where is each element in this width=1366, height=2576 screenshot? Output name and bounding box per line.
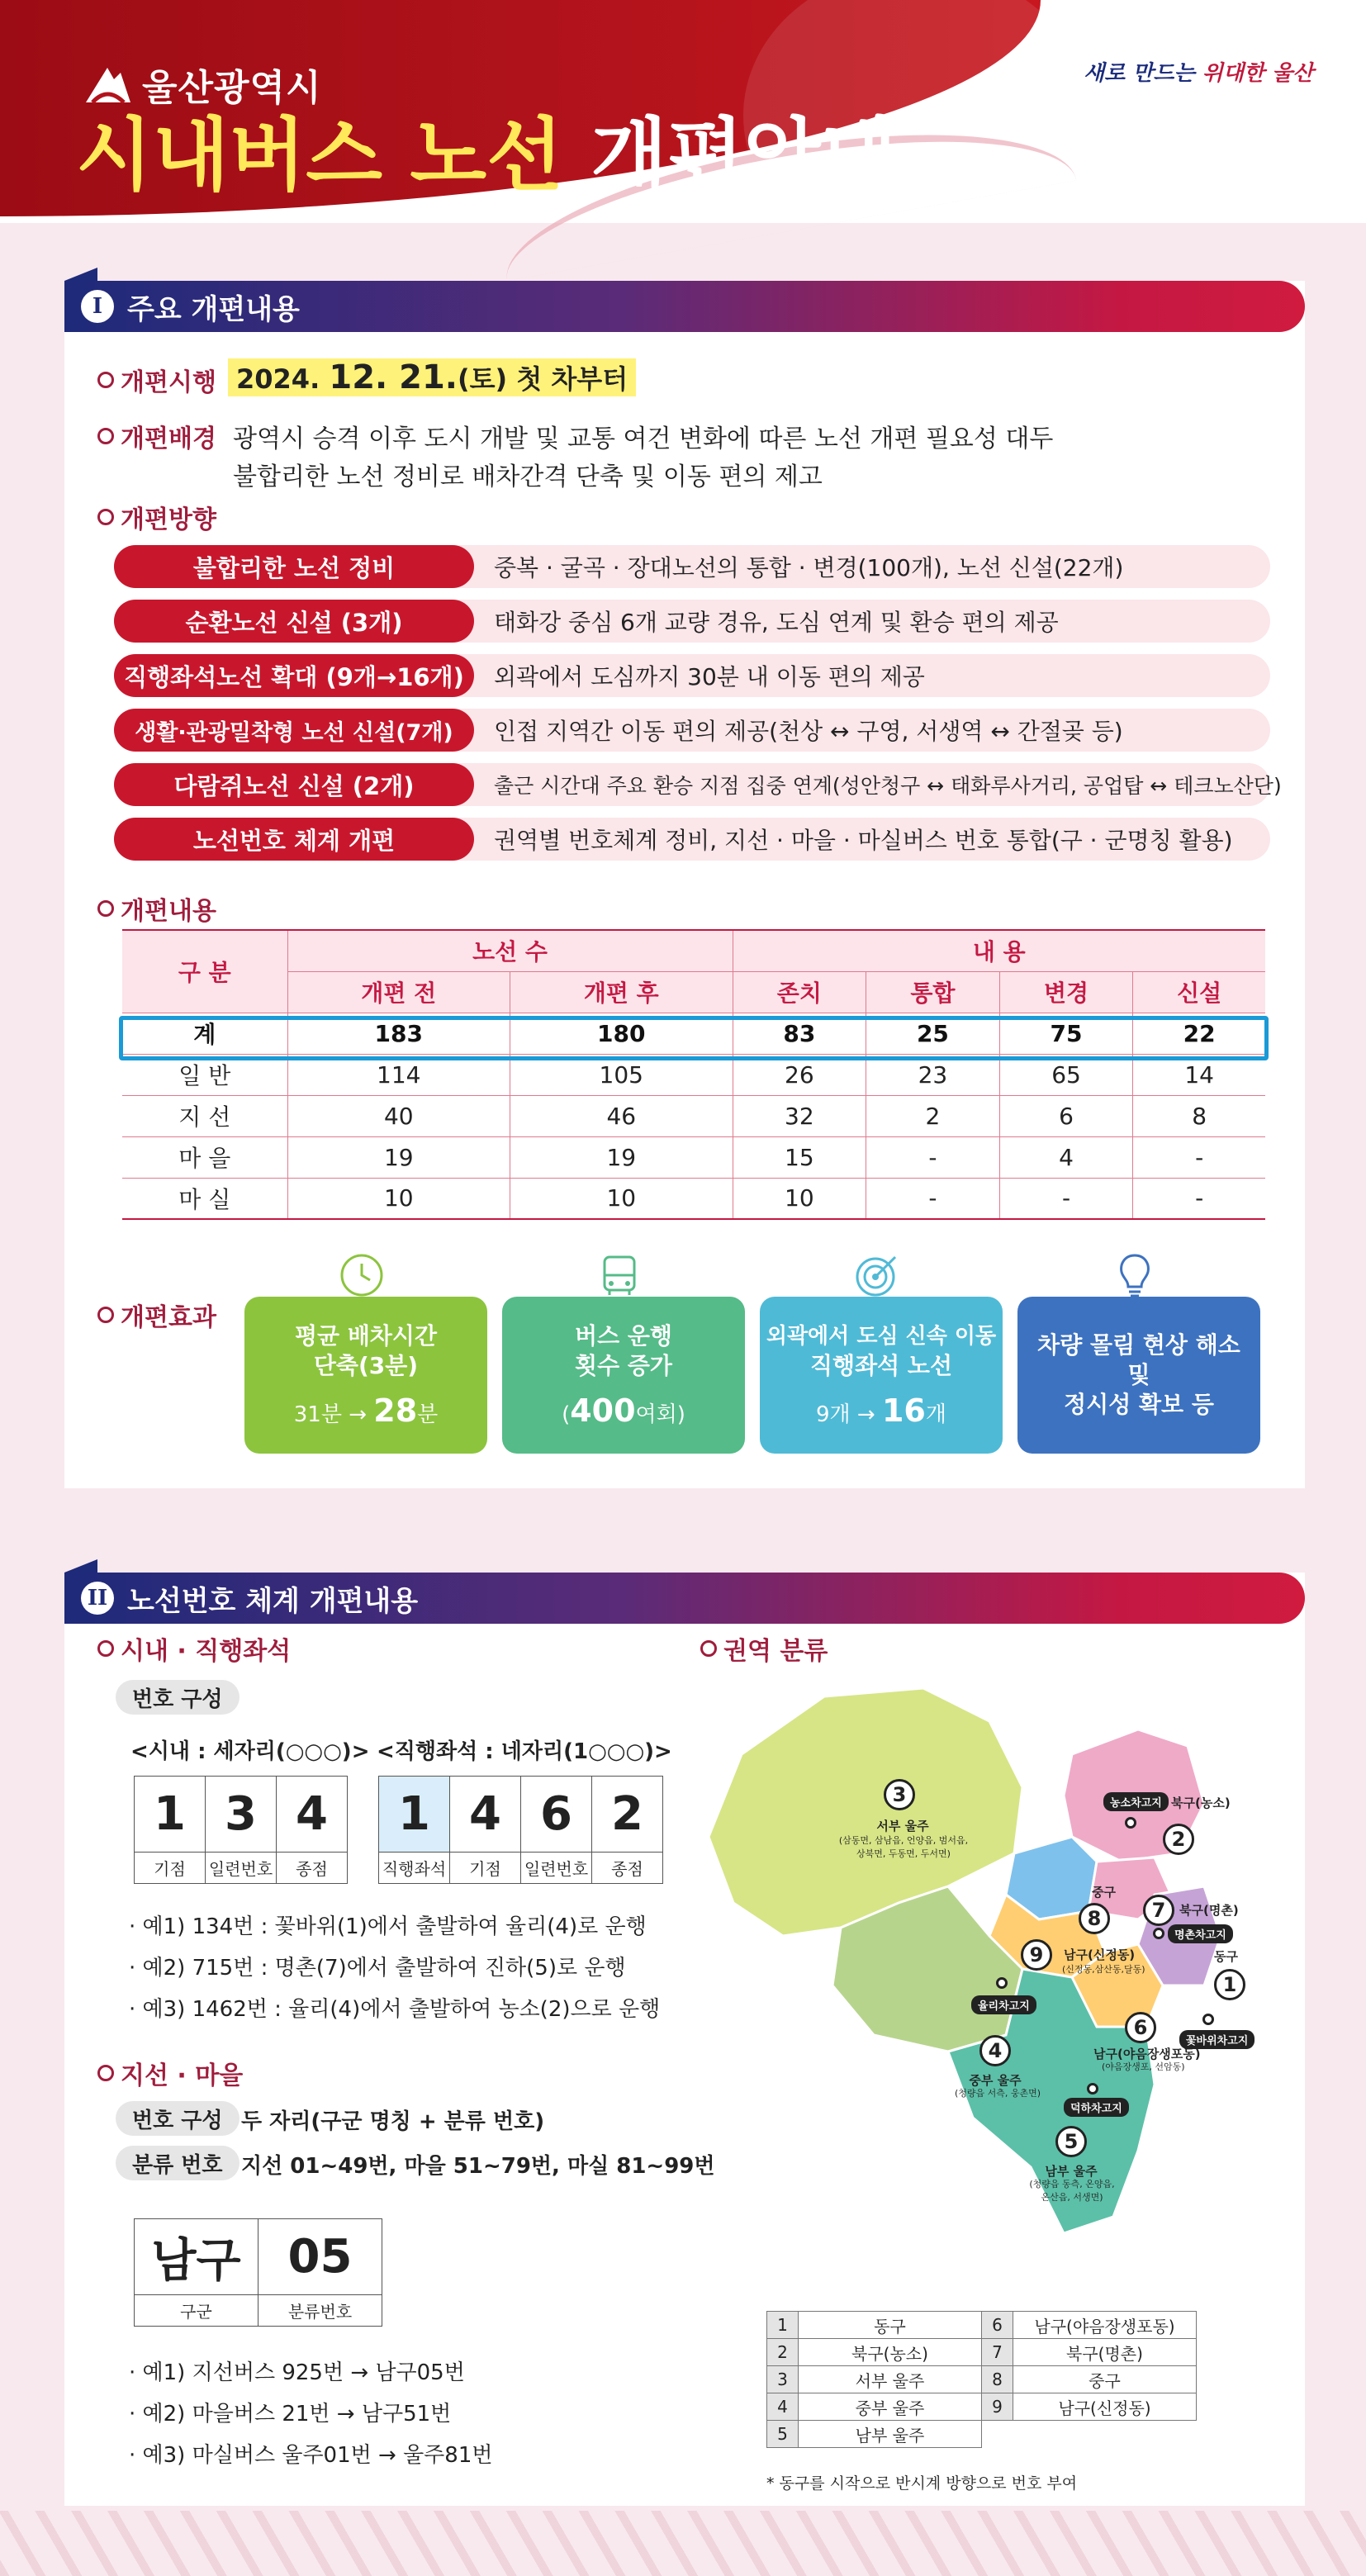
digit-label: 종점 xyxy=(592,1853,663,1884)
table-cell: 83 xyxy=(733,1013,866,1054)
depot-marker xyxy=(1125,1817,1136,1829)
direction-row xyxy=(114,818,1270,861)
effect-line: 단축(3분) xyxy=(313,1352,419,1379)
effect-value-pre: ( xyxy=(562,1402,571,1427)
effect-card xyxy=(1017,1297,1260,1454)
effect-value xyxy=(294,1392,439,1429)
slogan-part-a: 새로 만드는 xyxy=(1084,61,1195,86)
table-subheader: 변경 xyxy=(999,971,1133,1013)
effect-card xyxy=(502,1297,745,1454)
digit: 4 xyxy=(450,1777,521,1853)
region-name: 동구 xyxy=(799,2312,982,2339)
example-line: · 예1) 지선버스 925번 → 남구05번 xyxy=(129,2360,465,2385)
map-label: 동구 xyxy=(1214,1949,1238,1964)
table-cell: 19 xyxy=(287,1136,510,1178)
table-cell: - xyxy=(866,1136,1000,1178)
table-subheader: 통합 xyxy=(866,971,1000,1013)
section-number-system xyxy=(64,1573,1305,2506)
map-label: 남부 울주 xyxy=(1045,2164,1098,2179)
region-num: 1 xyxy=(767,2312,799,2339)
city-name: 울산광역시 xyxy=(142,67,322,109)
region-name: 중부 울주 xyxy=(799,2393,982,2421)
region-num: 8 xyxy=(982,2366,1013,2393)
changes-table xyxy=(122,929,1265,1220)
branch-box-label: 구군 xyxy=(135,2295,258,2327)
depot-marker xyxy=(1087,2083,1098,2094)
section-number: I xyxy=(81,290,114,323)
date-post: (토) 첫 차부터 xyxy=(458,363,628,395)
map-label: 서부 울주 xyxy=(876,1819,929,1834)
digit-label: 종점 xyxy=(277,1853,348,1884)
map-sublabel: (청량읍 동측, 온양읍, xyxy=(1029,2179,1115,2189)
region-num: 2 xyxy=(767,2339,799,2366)
table-cell: 2 xyxy=(866,1095,1000,1136)
direction-desc: 권역별 번호체계 정비, 지선 · 마을 · 마실버스 번호 통합(구 · 군명칭 활용) xyxy=(494,827,1233,854)
region-name: 남구(야음장생포동) xyxy=(1013,2312,1197,2339)
digit-label: 일련번호 xyxy=(521,1853,592,1884)
example-line: · 예2) 마을버스 21번 → 남구51번 xyxy=(129,2402,452,2427)
map-label: 북구(명촌) xyxy=(1179,1903,1239,1918)
effect-line: 및 xyxy=(1127,1361,1150,1388)
direction-desc: 태화강 중심 6개 교량 경유, 도심 연계 및 환승 편의 제공 xyxy=(494,609,1059,636)
table-row xyxy=(122,1136,1265,1178)
header xyxy=(0,0,1366,223)
depot-tag: 꽃바위차고지 xyxy=(1179,2030,1255,2049)
branch-example-box xyxy=(134,2218,382,2327)
express-digit-grid xyxy=(378,1776,663,1884)
label-region: 권역 분류 xyxy=(700,1630,828,1667)
table-cell: 6 xyxy=(999,1095,1133,1136)
example-line: · 예1) 134번 : 꽃바위(1)에서 출발하여 율리(4)로 운행 xyxy=(129,1914,647,1939)
table-cell: - xyxy=(866,1178,1000,1219)
region-map xyxy=(676,1655,1303,2316)
label-branch-village: 지선 · 마을 xyxy=(97,2055,243,2091)
table-cell: 지 선 xyxy=(122,1095,287,1136)
map-sublabel: (청량읍 서측, 웅촌면) xyxy=(954,2088,1041,2099)
region-name: 남구(신정동) xyxy=(1013,2393,1197,2421)
depot-marker xyxy=(1153,1928,1164,1939)
table-cell: 15 xyxy=(733,1136,866,1178)
digit-label: 기점 xyxy=(135,1853,206,1884)
region-marker-5: 5 xyxy=(1055,2126,1087,2157)
branch-box-value: 남구 xyxy=(135,2219,258,2295)
table-cell: - xyxy=(1133,1178,1265,1219)
section-main-changes xyxy=(64,281,1305,1488)
direction-pill: 노선번호 체계 개편 xyxy=(114,818,474,861)
city-format-heading: <시내 : 세자리(○○○)> xyxy=(130,1739,370,1764)
table-row-total xyxy=(122,1013,1265,1054)
table-header-routes: 노선 수 xyxy=(287,930,733,971)
direction-desc: 출근 시간대 주요 환승 지점 집중 연계(성안청구 ↔ 태화루사거리, 공업탑 ↔ 테크노산단) xyxy=(494,774,1282,798)
depot-marker xyxy=(1202,2014,1214,2025)
effect-value-post: 개 xyxy=(925,1402,946,1427)
digit-label: 일련번호 xyxy=(206,1853,277,1884)
effect-line: 차량 몰림 현상 해소 xyxy=(1037,1331,1240,1359)
date-pre: 2024. xyxy=(236,363,320,395)
city-digit-grid xyxy=(134,1776,348,1884)
table-cell: 마 실 xyxy=(122,1178,287,1219)
direction-desc: 인접 지역간 이동 편의 제공(천상 ↔ 구영, 서생역 ↔ 간절곶 등) xyxy=(494,718,1123,745)
region-marker-1: 1 xyxy=(1214,1969,1245,2000)
effect-line: 횟수 증가 xyxy=(575,1352,672,1379)
region-name: 남부 울주 xyxy=(799,2421,982,2448)
direction-desc: 중복 · 굴곡 · 장대노선의 통합 · 변경(100개), 노선 신설(22개) xyxy=(494,554,1124,581)
table-cell: 10 xyxy=(733,1178,866,1219)
effect-value xyxy=(562,1392,685,1429)
bus-icon xyxy=(595,1250,644,1300)
branch-composition-pill: 번호 구성 xyxy=(116,2101,240,2136)
table-cell: 46 xyxy=(510,1095,733,1136)
table-cell: 23 xyxy=(866,1054,1000,1095)
digit: 6 xyxy=(521,1777,592,1853)
branch-box-label: 분류번호 xyxy=(258,2295,382,2327)
effect-card xyxy=(760,1297,1003,1454)
clock-icon xyxy=(337,1250,387,1300)
example-line: · 예3) 마실버스 울주01번 → 울주81번 xyxy=(129,2443,493,2468)
digit: 4 xyxy=(277,1777,348,1853)
digit: 3 xyxy=(206,1777,277,1853)
page-title xyxy=(76,109,898,202)
class-number-pill: 분류 번호 xyxy=(116,2146,240,2180)
table-cell: 65 xyxy=(999,1054,1133,1095)
background-line-2: 불합리한 노선 정비로 배차간격 단축 및 이동 편의 제고 xyxy=(233,463,823,491)
background-line-1: 광역시 승격 이후 도시 개발 및 교통 여건 변화에 따른 노선 개편 필요성 대두 xyxy=(233,425,1054,453)
table-cell: 19 xyxy=(510,1136,733,1178)
digit: 1 xyxy=(135,1777,206,1853)
table-subheader: 개편 전 xyxy=(287,971,510,1013)
direction-row xyxy=(114,545,1270,588)
effect-value xyxy=(816,1392,946,1429)
map-sublabel: 상북면, 두동면, 두서면) xyxy=(856,1848,951,1859)
table-header-content: 내 용 xyxy=(733,930,1265,971)
direction-desc: 외곽에서 도심까지 30분 내 이동 편의 제공 xyxy=(494,663,925,690)
region-marker-3: 3 xyxy=(884,1779,915,1810)
effect-line: 평균 배차시간 xyxy=(294,1322,438,1350)
map-sublabel: (삼동면, 삼남읍, 언양읍, 범서읍, xyxy=(838,1835,969,1846)
class-number-desc: 지선 01~49번, 마을 51~79번, 마실 81~99번 xyxy=(241,2154,715,2179)
slogan xyxy=(1084,56,1313,87)
table-cell: 183 xyxy=(287,1013,510,1054)
region-west-ulju xyxy=(709,1688,1022,1936)
region-name: 북구(농소) xyxy=(799,2339,982,2366)
effect-value-post: 분 xyxy=(417,1402,439,1427)
table-cell: - xyxy=(999,1178,1133,1219)
table-cell: 26 xyxy=(733,1054,866,1095)
section-title: 주요 개편내용 xyxy=(127,292,300,326)
region-name: 북구(명촌) xyxy=(1013,2339,1197,2366)
direction-pill: 직행좌석노선 확대 (9개→16개) xyxy=(114,654,474,697)
table-header-gubun: 구 분 xyxy=(122,930,287,1013)
table-cell: 10 xyxy=(287,1178,510,1219)
title-part-white: 개편안내 xyxy=(591,109,898,202)
empty-cell xyxy=(982,2421,1013,2448)
slogan-part-b: 위대한 울산 xyxy=(1202,61,1314,86)
table-subheader: 신설 xyxy=(1133,971,1265,1013)
table-cell: 마 을 xyxy=(122,1136,287,1178)
table-subheader: 개편 후 xyxy=(510,971,733,1013)
table-cell: 40 xyxy=(287,1095,510,1136)
direction-row xyxy=(114,654,1270,697)
region-num: 6 xyxy=(982,2312,1013,2339)
digit-label: 직행좌석 xyxy=(379,1853,450,1884)
express-format-heading: <직행좌석 : 네자리(1○○○)> xyxy=(377,1739,672,1764)
empty-cell xyxy=(1013,2421,1197,2448)
effect-value-pre: 31분 → xyxy=(293,1402,374,1427)
depot-tag: 명촌차고지 xyxy=(1168,1924,1233,1943)
region-num: 5 xyxy=(767,2421,799,2448)
table-cell: 105 xyxy=(510,1054,733,1095)
branch-composition-desc: 두 자리(구군 명칭 + 분류 번호) xyxy=(241,2109,545,2134)
effect-line: 버스 운행 xyxy=(575,1322,672,1350)
map-label: 중부 울주 xyxy=(969,2073,1022,2088)
effect-card xyxy=(244,1297,487,1454)
digit: 1 xyxy=(379,1777,450,1853)
direction-row xyxy=(114,763,1282,806)
map-sublabel: 온산읍, 서생면) xyxy=(1041,2192,1103,2203)
region-num: 3 xyxy=(767,2366,799,2393)
table-cell: 14 xyxy=(1133,1054,1265,1095)
effect-line: 정시성 확보 등 xyxy=(1064,1391,1214,1418)
date-big: 12. 21. xyxy=(329,358,458,396)
depot-tag: 농소차고지 xyxy=(1103,1792,1169,1811)
region-name: 중구 xyxy=(1013,2366,1197,2393)
table-cell: 25 xyxy=(866,1013,1000,1054)
region-marker-7: 7 xyxy=(1143,1895,1174,1926)
effect-value-big: 400 xyxy=(570,1392,636,1429)
effect-line: 직행좌석 노선 xyxy=(809,1352,953,1379)
table-row xyxy=(122,1054,1265,1095)
table-row xyxy=(122,1178,1265,1219)
lightbulb-icon xyxy=(1110,1250,1160,1300)
map-label: 중구 xyxy=(1092,1885,1116,1900)
map-label: 남구(야음장생포동) xyxy=(1093,2047,1201,2061)
section-header xyxy=(64,281,1305,332)
table-cell: 계 xyxy=(122,1013,287,1054)
table-cell: 일 반 xyxy=(122,1054,287,1095)
table-cell: 114 xyxy=(287,1054,510,1095)
digit: 2 xyxy=(592,1777,663,1853)
direction-pill: 불합리한 노선 정비 xyxy=(114,545,474,588)
direction-row xyxy=(114,709,1270,752)
effect-value-pre: 9개 → xyxy=(816,1402,882,1427)
example-line: · 예2) 715번 : 명촌(7)에서 출발하여 진하(5)로 운행 xyxy=(129,1956,626,1981)
label-effect: 개편효과 xyxy=(97,1297,216,1333)
target-icon xyxy=(852,1250,902,1300)
direction-pill: 다람쥐노선 신설 (2개) xyxy=(114,763,474,806)
ulsan-logo-icon xyxy=(83,61,134,107)
label-city-express: 시내 · 직행좌석 xyxy=(97,1630,291,1667)
map-sublabel: (야음장생포, 선암동) xyxy=(1102,2061,1185,2072)
label-content: 개편내용 xyxy=(97,890,216,927)
region-marker-9: 9 xyxy=(1021,1939,1052,1971)
region-num: 7 xyxy=(982,2339,1013,2366)
effect-value-post: 여회) xyxy=(635,1402,685,1427)
table-cell: 180 xyxy=(510,1013,733,1054)
table-cell: 22 xyxy=(1133,1013,1265,1054)
direction-pill: 순환노선 신설 (3개) xyxy=(114,600,474,643)
region-marker-6: 6 xyxy=(1125,2012,1156,2043)
depot-tag: 율리차고지 xyxy=(971,1995,1036,2014)
label-date: 개편시행 xyxy=(97,362,216,398)
depot-tag: 덕하차고지 xyxy=(1064,2098,1129,2117)
table-cell: 75 xyxy=(999,1013,1133,1054)
effect-value-big: 16 xyxy=(881,1392,926,1429)
table-row xyxy=(122,1095,1265,1136)
region-note: * 동구를 시작으로 반시계 방향으로 번호 부여 xyxy=(766,2474,1078,2493)
date-value xyxy=(228,358,636,396)
direction-row xyxy=(114,600,1270,643)
region-marker-2: 2 xyxy=(1163,1824,1194,1855)
table-cell: - xyxy=(1133,1136,1265,1178)
section-header xyxy=(64,1573,1305,1624)
example-line: · 예3) 1462번 : 율리(4)에서 출발하여 농소(2)으로 운행 xyxy=(129,1997,661,2022)
table-cell: 10 xyxy=(510,1178,733,1219)
region-num: 9 xyxy=(982,2393,1013,2421)
region-marker-4: 4 xyxy=(979,2035,1011,2066)
section-title: 노선번호 체계 개편내용 xyxy=(127,1584,419,1618)
number-composition-pill: 번호 구성 xyxy=(116,1680,240,1715)
map-label: 북구(농소) xyxy=(1171,1796,1231,1810)
effect-value-big: 28 xyxy=(373,1392,418,1429)
table-cell: 4 xyxy=(999,1136,1133,1178)
table-subheader: 존치 xyxy=(733,971,866,1013)
map-sublabel: (신정동,삼산동,달동) xyxy=(1062,1964,1145,1975)
table-cell: 8 xyxy=(1133,1095,1265,1136)
table-cell: 32 xyxy=(733,1095,866,1136)
region-num: 4 xyxy=(767,2393,799,2421)
label-background: 개편배경 xyxy=(97,418,216,454)
label-direction: 개편방향 xyxy=(97,499,216,535)
region-name: 서부 울주 xyxy=(799,2366,982,2393)
title-part-yellow: 시내버스 노선 xyxy=(76,109,563,202)
direction-pill: 생활·관광밀착형 노선 신설(7개) xyxy=(114,709,474,752)
effect-line: 외곽에서 도심 신속 이동 xyxy=(766,1324,997,1349)
digit-label: 기점 xyxy=(450,1853,521,1884)
bottom-decoration xyxy=(0,2511,1366,2576)
map-label: 남구(신정동) xyxy=(1064,1947,1136,1962)
section-number: II xyxy=(81,1582,114,1615)
region-marker-8: 8 xyxy=(1079,1903,1110,1934)
depot-marker xyxy=(996,1977,1008,1989)
branch-box-value: 05 xyxy=(258,2219,382,2295)
region-table xyxy=(766,2311,1197,2448)
